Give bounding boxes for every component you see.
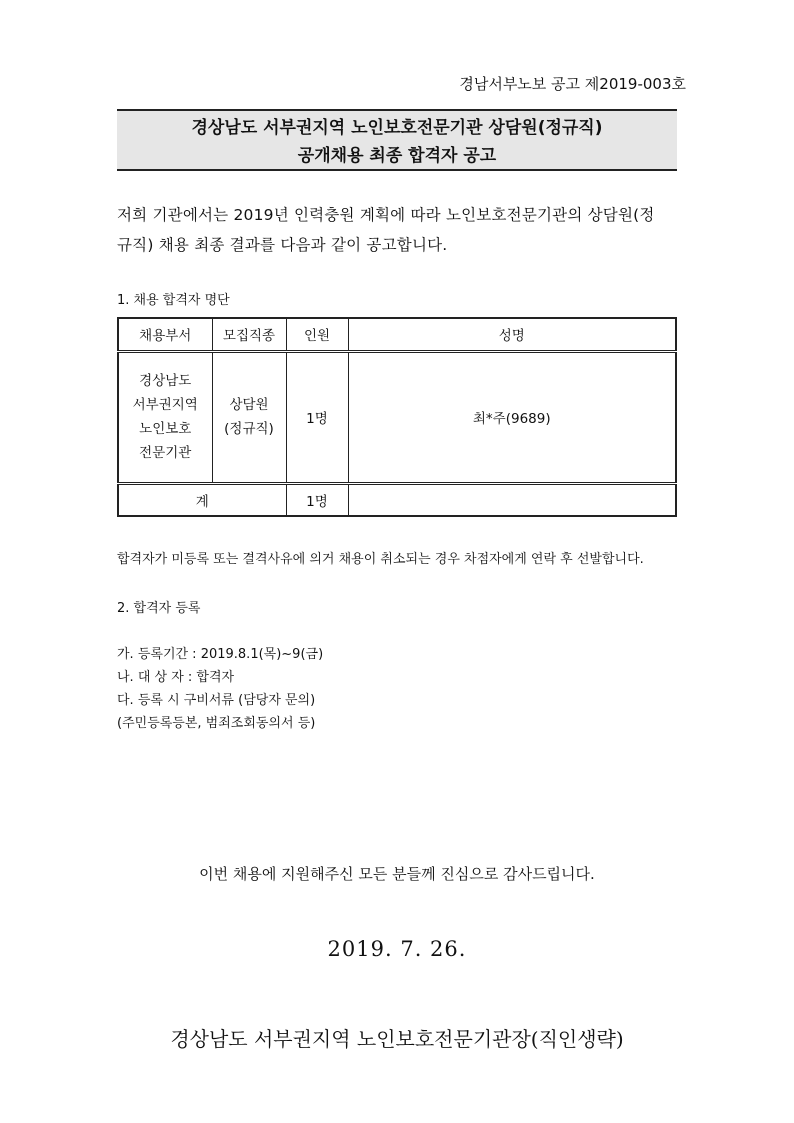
total-label: 계 bbox=[118, 483, 286, 516]
dept-line: 서부권지역 bbox=[132, 397, 198, 413]
dept-line: 전문기관 bbox=[139, 445, 192, 461]
job-line: (정규직) bbox=[224, 421, 274, 437]
registration-item: 다. 등록 시 구비서류 (담당자 문의) bbox=[117, 693, 316, 708]
cancellation-note: 합격자가 미등록 또는 결격사유에 의거 채용이 취소되는 경우 차점자에게 연락 후 선발합니다. bbox=[117, 552, 644, 567]
notice-number: 경남서부노보 공고 제2019-003호 bbox=[459, 75, 686, 93]
intro-paragraph bbox=[117, 200, 682, 260]
hire-table bbox=[117, 317, 677, 517]
name-cell: 최*주(9689) bbox=[348, 351, 676, 483]
dept-line: 경상남도 bbox=[139, 373, 192, 389]
registration-item: 가. 등록기간 : 2019.8.1(목)~9(금) bbox=[117, 647, 324, 662]
table-header-row bbox=[118, 318, 676, 351]
registration-item: (주민등록등본, 범죄조회동의서 등) bbox=[117, 716, 316, 731]
total-name bbox=[348, 483, 676, 516]
title-line-1: 경상남도 서부권지역 노인보호전문기관 상담원(정규직) bbox=[191, 118, 603, 138]
title-box bbox=[117, 109, 677, 171]
notice-date: 2019. 7. 26. bbox=[327, 937, 467, 961]
header-job: 모집직종 bbox=[212, 318, 286, 351]
dept-line: 노인보호 bbox=[139, 421, 192, 437]
intro-line-1: 저희 기관에서는 2019년 인력충원 계획에 따라 노인보호전문기관의 상담원(정 bbox=[117, 206, 655, 224]
intro-line-2: 규직) 채용 최종 결과를 다음과 같이 공고합니다. bbox=[117, 236, 448, 254]
header-dept: 채용부서 bbox=[118, 318, 212, 351]
title-line-2: 공개채용 최종 합격자 공고 bbox=[297, 146, 497, 166]
dept-cell bbox=[118, 351, 212, 483]
table-row bbox=[118, 351, 676, 483]
registration-list bbox=[117, 643, 323, 735]
total-count: 1명 bbox=[286, 483, 348, 516]
section-1-title: 1. 채용 합격자 명단 bbox=[117, 293, 230, 308]
section-2-title: 2. 합격자 등록 bbox=[117, 601, 201, 616]
header-name: 성명 bbox=[348, 318, 676, 351]
header-count: 인원 bbox=[286, 318, 348, 351]
issuer-signature: 경상남도 서부권지역 노인보호전문기관장(직인생략) bbox=[170, 1027, 624, 1051]
thanks-message: 이번 채용에 지원해주신 모든 분들께 진심으로 감사드립니다. bbox=[199, 865, 595, 883]
count-cell: 1명 bbox=[286, 351, 348, 483]
job-cell bbox=[212, 351, 286, 483]
job-line: 상담원 bbox=[229, 397, 269, 413]
table-total-row bbox=[118, 483, 676, 516]
registration-item: 나. 대 상 자 : 합격자 bbox=[117, 670, 235, 685]
